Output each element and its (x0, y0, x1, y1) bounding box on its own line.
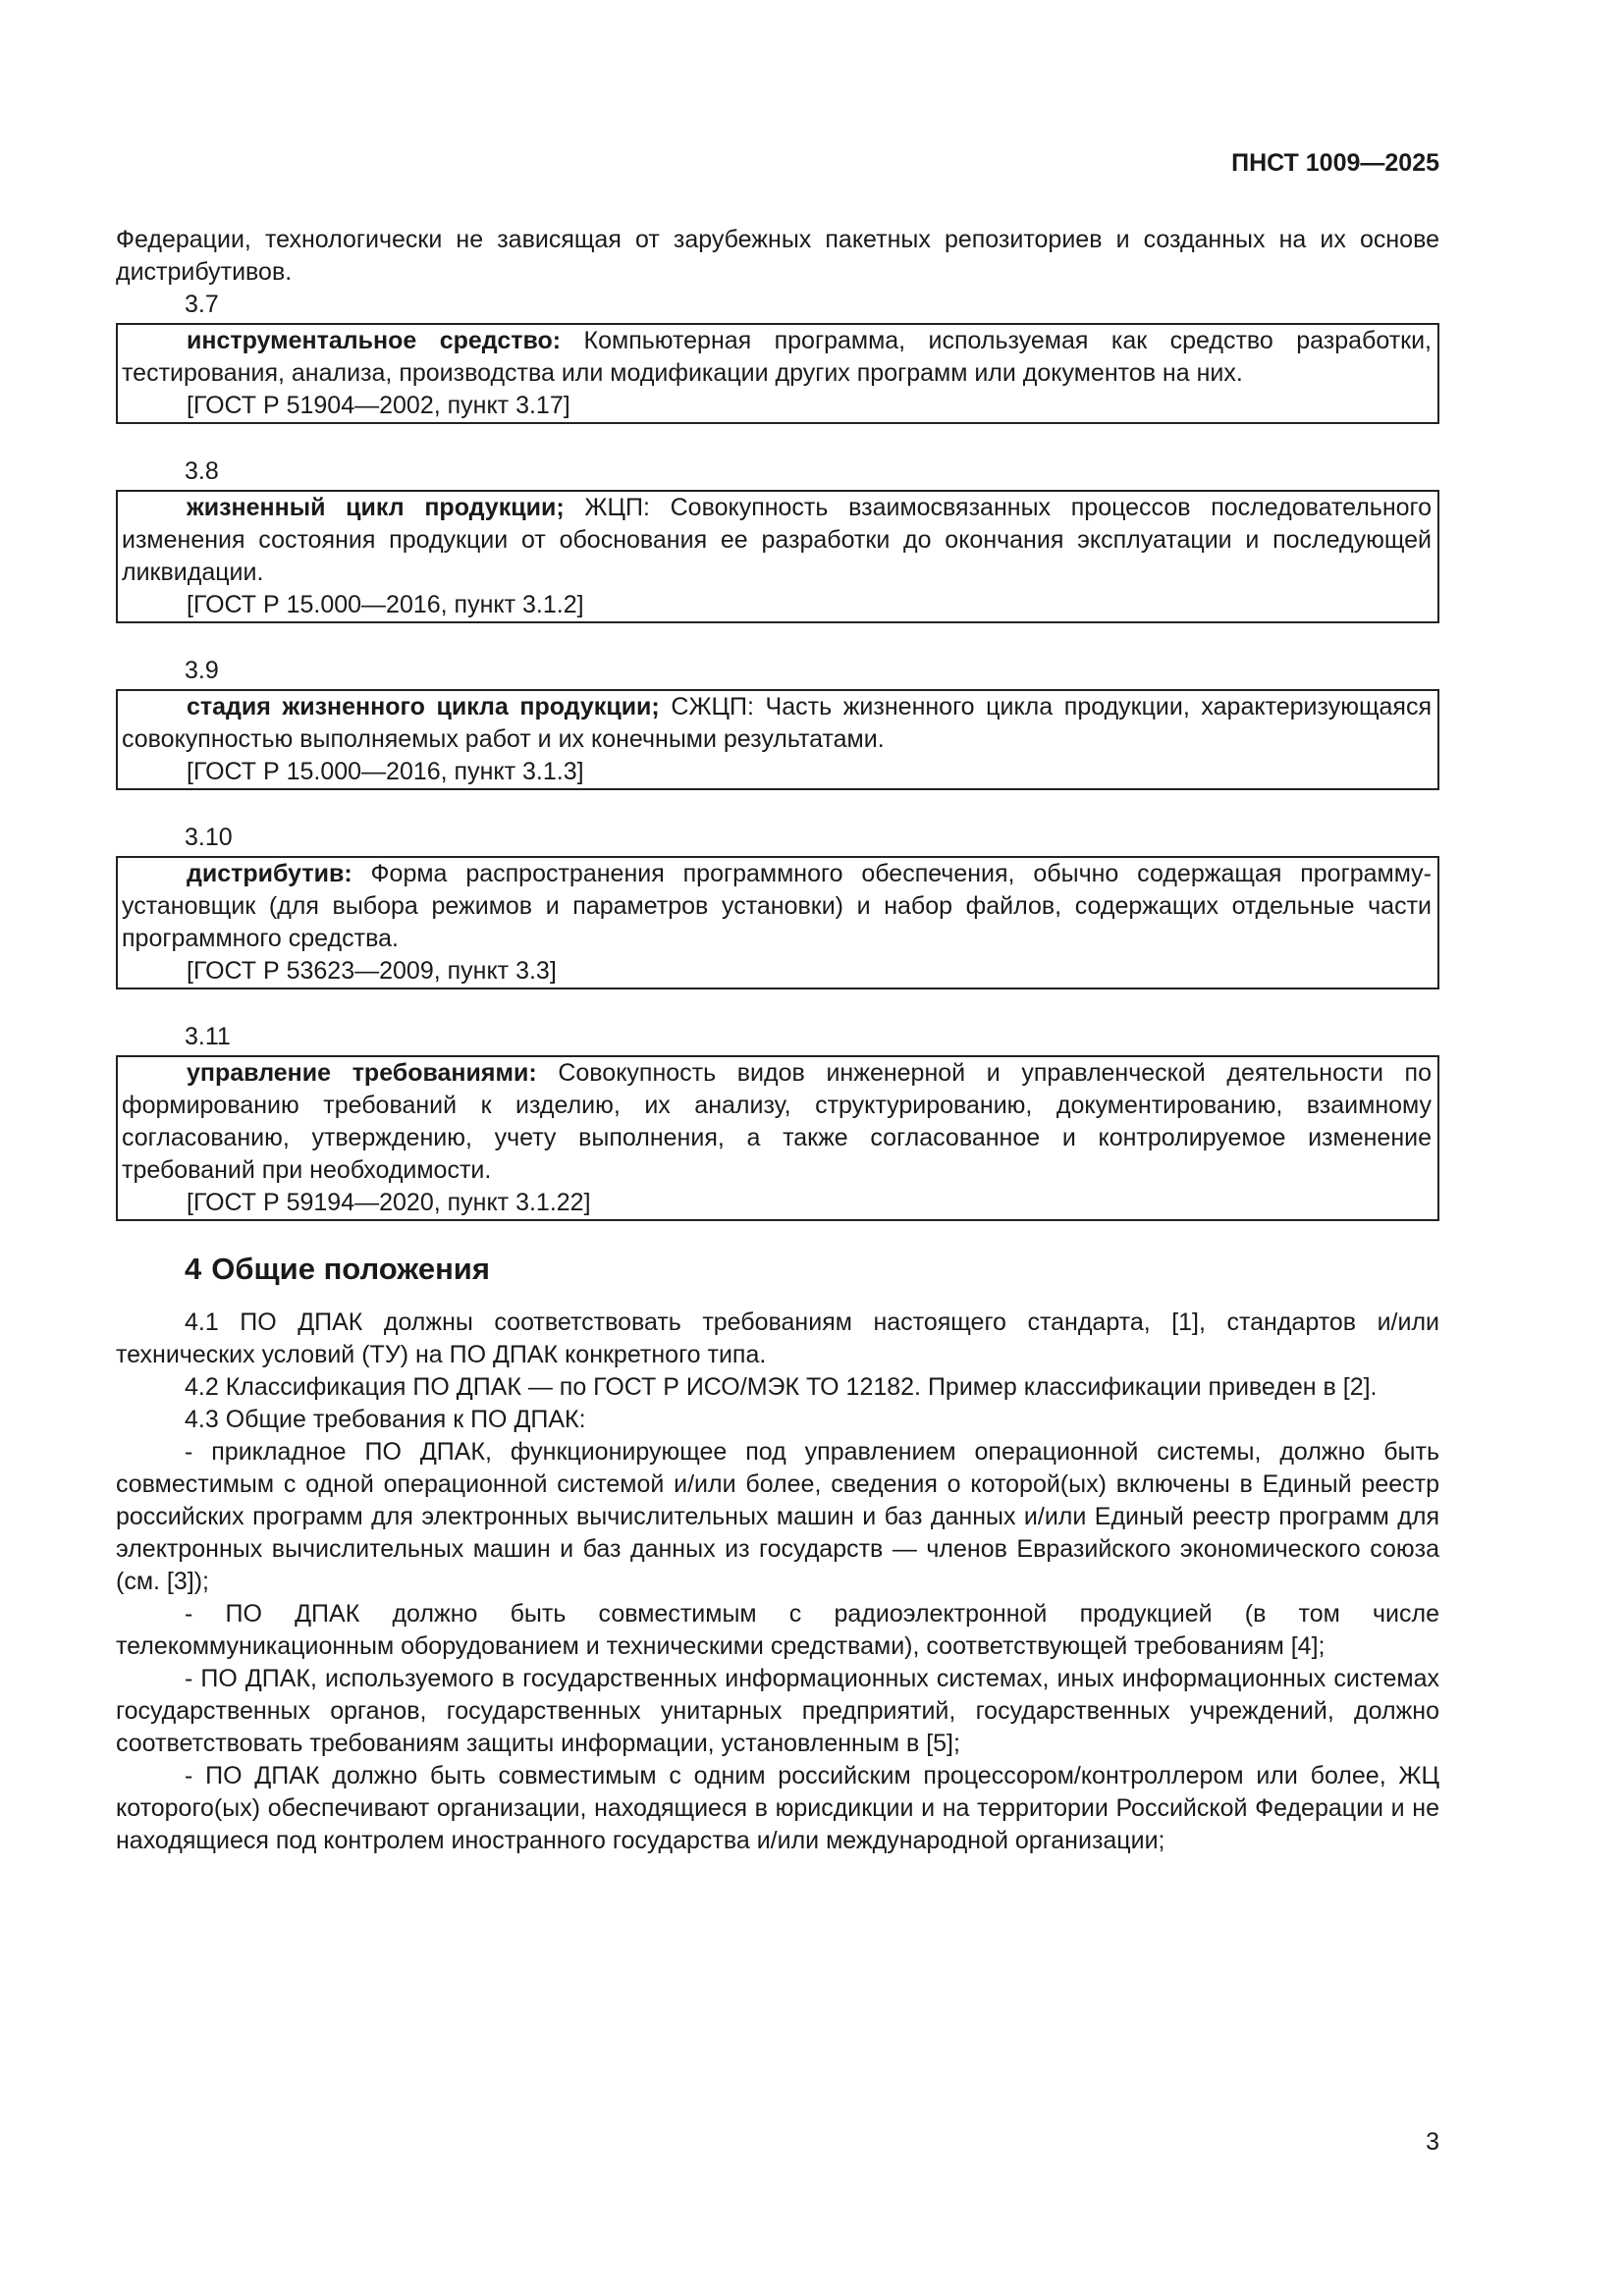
requirement-item: - ПО ДПАК должно быть совместимым с одним российским процессором/контроллером или более, ЖЦ которого(ых) обеспечивают организации, находящиеся в юрисдикции и на территории Российской Федерации и не находящиеся под контролем иностранного государства и/или международной организации; (116, 1762, 1439, 1854)
term-source: [ГОСТ Р 51904—2002, пункт 3.17] (187, 392, 570, 419)
term-number: 3.11 (185, 1023, 231, 1050)
term-definition (122, 325, 1432, 390)
term-name: стадия жизненного цикла продукции; (187, 693, 660, 721)
page-number: 3 (1426, 2128, 1439, 2156)
term-definition-box (116, 490, 1439, 623)
clause-paragraph: 4.3 Общие требования к ПО ДПАК: (185, 1406, 586, 1433)
term-source: [ГОСТ Р 15.000—2016, пункт 3.1.3] (187, 758, 584, 785)
requirement-item: - прикладное ПО ДПАК, функционирующее под управлением операционной системы, должно быть совместимым с одной операционной системой и/или более, сведения о которой(ых) включены в Единый реестр российских программ для электронных вычислительных машин и баз данных и/или Единый реестр программ для электронных вычислительных машин и баз данных из государств — членов Евразийского экономического союза (см. [3]); (116, 1438, 1439, 1595)
term-definition (122, 858, 1432, 955)
term-definition-text: Форма распространения программного обеспечения, обычно содержащая программу-установщик (для выбора режимов и параметров установки) и набор файлов, содержащих отдельные части программного средства. (122, 860, 1432, 952)
term-number: 3.8 (185, 457, 219, 485)
term-source: [ГОСТ Р 53623—2009, пункт 3.3] (187, 957, 557, 985)
term-definition-box (116, 689, 1439, 790)
document-code-header: ПНСТ 1009—2025 (1231, 149, 1439, 177)
section-number: 4 (185, 1252, 202, 1286)
clause-paragraph: 4.2 Классификация ПО ДПАК — по ГОСТ Р ИСО/МЭК ТО 12182. Пример классификации приведен в [2]. (185, 1373, 1378, 1401)
term-definition (122, 691, 1432, 756)
term-definition (122, 492, 1432, 589)
clause-paragraph: 4.1 ПО ДПАК должны соответствовать требованиям настоящего стандарта, [1], стандартов и/или технических условий (ТУ) на ПО ДПАК конкретного типа. (116, 1308, 1439, 1368)
section-title: Общие положения (211, 1252, 490, 1286)
term-source: [ГОСТ Р 59194—2020, пункт 3.1.22] (187, 1189, 591, 1216)
term-definition-box (116, 856, 1439, 989)
term-definition-text: СЖЦП: Часть жизненного цикла продукции, характеризующаяся совокупностью выполняемых работ и их конечными результатами. (122, 693, 1432, 753)
requirement-item: - ПО ДПАК должно быть совместимым с радиоэлектронной продукцией (в том числе телекоммуникационным оборудованием и техническими средствами), соответствующей требованиям [4]; (116, 1600, 1439, 1660)
term-definition-box (116, 1055, 1439, 1221)
document-body (116, 224, 1439, 1857)
term-source: [ГОСТ Р 15.000—2016, пункт 3.1.2] (187, 591, 584, 618)
term-number: 3.7 (185, 291, 219, 318)
term-definition (122, 1057, 1432, 1187)
intro-paragraph: Федерации, технологически не зависящая от зарубежных пакетных репозиториев и созданных на их основе дистрибутивов. (116, 226, 1439, 286)
term-name: управление требованиями: (187, 1059, 537, 1087)
term-definition-text: ЖЦП: Совокупность взаимосвязанных процессов последовательного изменения состояния продукции от обоснования ее разработки до окончания эксплуатации и последующей ликвидации. (122, 494, 1433, 586)
term-definition-text: Совокупность видов инженерной и управленческой деятельности по формированию требований к изделию, их анализу, структурированию, документированию, взаимному согласованию, утверждению, учету выполнения, а также согласованное и контролируемое изменение требований при необходимости. (122, 1059, 1432, 1184)
term-number: 3.10 (185, 824, 233, 851)
term-definition-text: Компьютерная программа, используемая как средство разработки, тестирования, анализа, производства или модификации других программ или документов на них. (122, 327, 1432, 387)
term-name: дистрибутив: (187, 860, 352, 887)
section-heading (116, 1253, 1439, 1285)
requirement-item: - ПО ДПАК, используемого в государственных информационных системах, иных информационных системах государственных органов, государственных унитарных предприятий, государственных учреждений, должно соответствовать требованиям защиты информации, установленным в [5]; (116, 1665, 1439, 1757)
term-name: инструментальное средство: (187, 327, 562, 354)
term-definition-box (116, 323, 1439, 424)
term-number: 3.9 (185, 657, 219, 684)
term-name: жизненный цикл продукции; (187, 494, 565, 521)
